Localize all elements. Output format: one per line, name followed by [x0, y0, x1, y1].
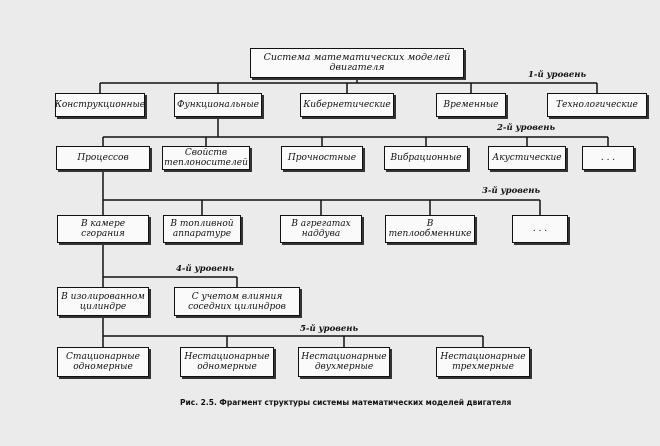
level-label-3: 3-й уровень: [482, 186, 541, 196]
node-l2-processes: Процессов: [56, 146, 150, 170]
figure-caption: Рис. 2.5. Фрагмент структуры системы математических моделей двигателя: [180, 398, 512, 407]
node-l1-cybernetic: Кибернетические: [300, 93, 394, 117]
level-label-5: 5-й уровень: [300, 324, 359, 334]
node-l4-neighbour-cylinders: С учетом влияния соседних цилиндров: [174, 287, 300, 316]
node-l3-combustion-chamber: В камере сгорания: [57, 215, 149, 243]
node-l3-heat-exchanger: В теплообменнике: [385, 215, 475, 243]
node-l4-isolated-cylinder: В изолированном цилиндре: [57, 287, 149, 316]
node-l1-functional: Функциональные: [174, 93, 262, 117]
node-l3-more: . . .: [512, 215, 568, 243]
node-l2-vibration: Вибрационные: [384, 146, 468, 170]
level-label-4: 4-й уровень: [176, 264, 235, 274]
node-root: Система математических моделей двигателя: [250, 48, 464, 78]
node-l2-acoustic: Акустические: [488, 146, 566, 170]
node-l2-more: . . .: [582, 146, 634, 170]
node-l3-fuel-equipment: В топливной аппаратуре: [163, 215, 241, 243]
node-l2-strength: Прочностные: [281, 146, 363, 170]
node-l3-boost-units: В агрегатах наддува: [280, 215, 362, 243]
node-l5-nonstationary-1d: Нестационарные одномерные: [180, 347, 274, 377]
node-l2-coolant-properties: Свойств теплоносителей: [162, 146, 250, 170]
level-label-1: 1-й уровень: [528, 70, 587, 80]
node-l1-technological: Технологические: [547, 93, 647, 117]
node-l1-constructional: Конструкционные: [55, 93, 145, 117]
node-l5-nonstationary-3d: Нестационарные трехмерные: [436, 347, 530, 377]
node-l5-stationary-1d: Стационарные одномерные: [57, 347, 149, 377]
node-l1-temporal: Временные: [436, 93, 506, 117]
node-l5-nonstationary-2d: Нестационарные двухмерные: [298, 347, 390, 377]
level-label-2: 2-й уровень: [497, 123, 556, 133]
